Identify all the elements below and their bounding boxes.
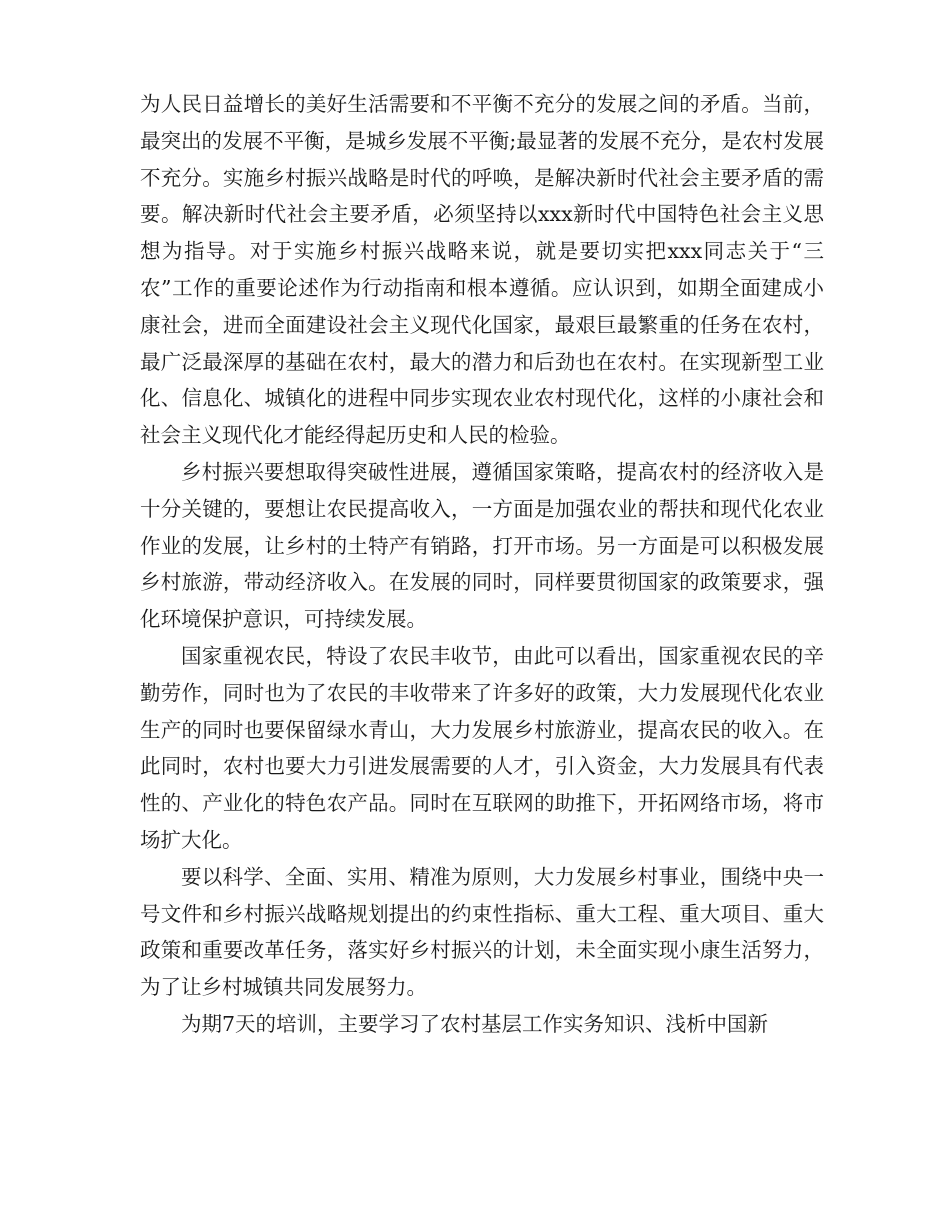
paragraph-3: 国家重视农民，特设了农民丰收节，由此可以看出，国家重视农民的辛勤劳作，同时也为了农民的丰收带来了许多好的政策，大力发展现代化农业生产的同时也要保留绿水青山，大力发展乡村旅游业，提高农民的收入。在此同时，农村也要大力引进发展需要的人才，引入资金，大力发展具有代表性的、产业化的特色农产品。同时在互联网的助推下，开拓网络市场，将市场扩大化。 [140,643,824,852]
paragraph-4: 要以科学、全面、实用、精准为原则，大力发展乡村事业，围绕中央一号文件和乡村振兴战略规划提出的约束性指标、重大工程、重大项目、重大政策和重要改革任务，落实好乡村振兴的计划，未全面实现小康生活努力，为了让乡村城镇共同发展努力。 [140,864,824,1000]
paragraph-5: 为期7天的培训，主要学习了农村基层工作实务知识、浅析中国新 [181,1011,769,1036]
paragraph-1: 为人民日益增长的美好生活需要和不平衡不充分的发展之间的矛盾。当前，最突出的发展不平衡，是城乡发展不平衡;最显著的发展不充分，是农村发展不充分。实施乡村振兴战略是时代的呼唤，是解决新时代社会主要矛盾的需要。解决新时代社会主要矛盾，必须坚持以xxx新时代中国特色社会主义思想为指导。对于实施乡村振兴战略来说，就是要切实把xxx同志关于“三农”工作的重要论述作为行动指南和根本遵循。应认识到，如期全面建成小康社会，进而全面建设社会主义现代化国家，最艰巨最繁重的任务在农村，最广泛最深厚的基础在农村，最大的潜力和后劲也在农村。在实现新型工业化、信息化、城镇化的进程中同步实现农业农村现代化，这样的小康社会和社会主义现代化才能经得起历史和人民的检验。 [140,92,824,448]
paragraph-2: 乡村振兴要想取得突破性进展，遵循国家策略，提高农村的经济收入是十分关键的，要想让农民提高收入，一方面是加强农业的帮扶和现代化农业作业的发展，让乡村的土特产有销路，打开市场。另一方面是可以积极发展乡村旅游，带动经济收入。在发展的同时，同样要贯彻国家的政策要求，强化环境保护意识，可持续发展。 [140,459,824,632]
document-body [140,86,824,1043]
